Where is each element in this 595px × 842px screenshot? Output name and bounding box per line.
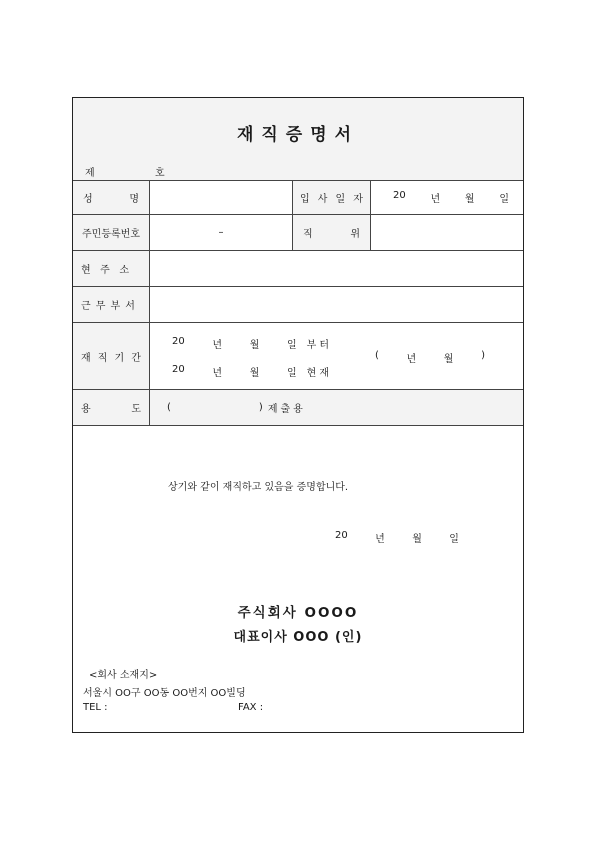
address-label: 현 주 소 <box>73 251 150 286</box>
department-label: 근 무 부 서 <box>73 287 150 322</box>
certify-statement: 상기와 같이 재직하고 있음을 증명합니다. <box>168 482 349 493</box>
usage-field[interactable]: ( ) 제출용 <box>150 390 523 425</box>
tel-label: TEL : <box>83 702 108 713</box>
row-department <box>73 287 523 323</box>
row-usage <box>73 390 523 426</box>
row-name <box>73 181 523 215</box>
position-label: 직 위 <box>293 215 371 250</box>
row-address <box>73 251 523 287</box>
usage-label: 용 도 <box>73 390 150 425</box>
ceo-signature-line: 대표이사 OOO (인) <box>233 630 363 645</box>
document-number-label: 제 호 <box>85 168 165 179</box>
join-date-field[interactable]: 20 년 월 일 <box>393 190 509 205</box>
period-start-line: 20 년 월 일 부터 <box>172 336 332 351</box>
resident-number-label: 주민등록번호 <box>73 215 150 250</box>
address-field[interactable] <box>150 251 523 286</box>
address-header: <회사 소재지> <box>89 670 158 681</box>
period-label: 재 직 기 간 <box>73 323 150 389</box>
usage-suffix: 제출용 <box>267 404 306 415</box>
row-employment-period <box>73 323 523 390</box>
name-field[interactable] <box>150 181 293 214</box>
name-label: 성 명 <box>73 181 150 214</box>
title-area <box>73 98 523 181</box>
row-resident-number <box>73 215 523 251</box>
resident-number-field[interactable]: – <box>150 215 293 250</box>
position-field[interactable] <box>371 215 523 250</box>
company-address: 서울시 OO구 OO동 OO번지 OO빌딩 <box>83 688 246 699</box>
company-name: 주식회사 OOOO <box>237 605 359 621</box>
document-title: 재직증명서 <box>236 125 360 145</box>
department-field[interactable] <box>150 287 523 322</box>
period-end-line: 20 년 월 일 현재 <box>172 364 332 379</box>
period-field[interactable] <box>150 323 523 389</box>
fax-label: FAX : <box>238 702 264 713</box>
period-total: ( 년 월 ) <box>375 350 485 365</box>
issue-date: 20 년 월 일 <box>335 530 459 545</box>
certificate-form <box>72 97 524 733</box>
join-date-label: 입 사 일 자 <box>293 181 371 214</box>
